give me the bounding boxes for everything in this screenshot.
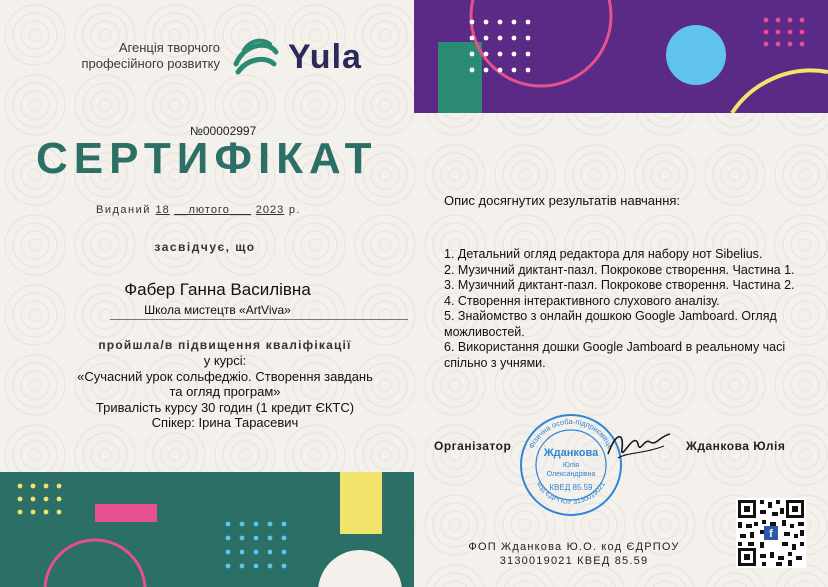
result-item: 1. Детальний огляд редактора для набору нот Sibelius.: [444, 247, 763, 261]
result-item: 4. Створення інтерактивного слухового аналізу.: [444, 293, 720, 308]
name-divider: [110, 319, 408, 320]
yula-swirl-logo-icon: [230, 34, 282, 80]
top-right-decoration: [414, 0, 828, 113]
course-intro: у курсі:: [203, 353, 247, 368]
agency-line1: Агенція творчого: [118, 40, 220, 55]
stamp-outer-text: Фізична особа-підприємець: [526, 416, 616, 451]
footer-line1: ФОП Жданкова Ю.О. код ЄДРПОУ: [468, 541, 680, 553]
footer-info: [454, 540, 694, 568]
passed-text: пройшла/в підвищення кваліфікації: [98, 338, 352, 352]
issued-date: [96, 204, 301, 216]
course-speaker: Спікер: Ірина Тарасевич: [151, 415, 299, 430]
agency-line2: професійного розвитку: [81, 56, 220, 71]
stamp-kved-text: КВЕД 85.59: [549, 483, 593, 492]
recipient-school: Школа мистецтв «ArtViva»: [144, 303, 291, 317]
brand-name: Yula: [288, 38, 362, 76]
issued-day: 18: [155, 204, 170, 216]
recipient-name: Фабер Ганна Василівна: [124, 280, 311, 299]
agency-tagline: [60, 40, 220, 72]
svg-text:f: f: [769, 528, 773, 540]
result-item: 5. Знайомство з онлайн дошкою Google Jamboard. Огляд можливостей.: [444, 309, 777, 339]
results-heading: Опис досягнутих результатів навчання:: [444, 193, 681, 208]
issued-suffix: р.: [288, 204, 301, 216]
issued-label: Виданий: [96, 204, 151, 216]
stamp-code-text: код ЄДРПОУ 3130019021: [535, 481, 607, 507]
result-item: 6. Використання дошки Google Jamboard в реальному часі спільно з учнями.: [444, 340, 786, 370]
issued-year: 2023: [255, 204, 285, 216]
qr-code-icon[interactable]: [736, 498, 806, 568]
bottom-left-decoration: [0, 472, 414, 587]
certificate-number: №00002997: [190, 124, 257, 138]
svg-text:Фізична особа-підприємець: [527, 417, 615, 450]
footer-line2: 3130019021 КВЕД 85.59: [499, 555, 649, 567]
stamp-name-text: Жданкова: [543, 447, 599, 459]
organizer-name: Жданкова Юлія: [686, 439, 786, 453]
issued-month: __лютого___: [174, 204, 252, 216]
certificate-title: СЕРТИФІКАТ: [36, 134, 378, 183]
course-duration: Тривалість курсу 30 годин (1 кредит ЄКТС): [95, 399, 355, 415]
course-info: [40, 353, 410, 431]
result-item: 3. Музичний диктант-пазл. Покрокове створення. Частина 2.: [444, 278, 795, 292]
organizer-label: Організатор: [434, 439, 512, 453]
signature-scribble: [604, 424, 674, 470]
course-title-line2: та огляд програм»: [169, 384, 281, 399]
results-list: [444, 247, 828, 371]
result-item: 2. Музичний диктант-пазл. Покрокове створення. Частина 1.: [444, 262, 795, 277]
stamp-patronymic-text: Олександрівна: [546, 471, 596, 478]
course-title-line1: «Сучасний урок сольфеджіо. Створення завдань: [77, 368, 373, 384]
certifies-text: засвідчує, що: [154, 240, 256, 254]
stamp-first-text: Юлія: [562, 462, 580, 469]
